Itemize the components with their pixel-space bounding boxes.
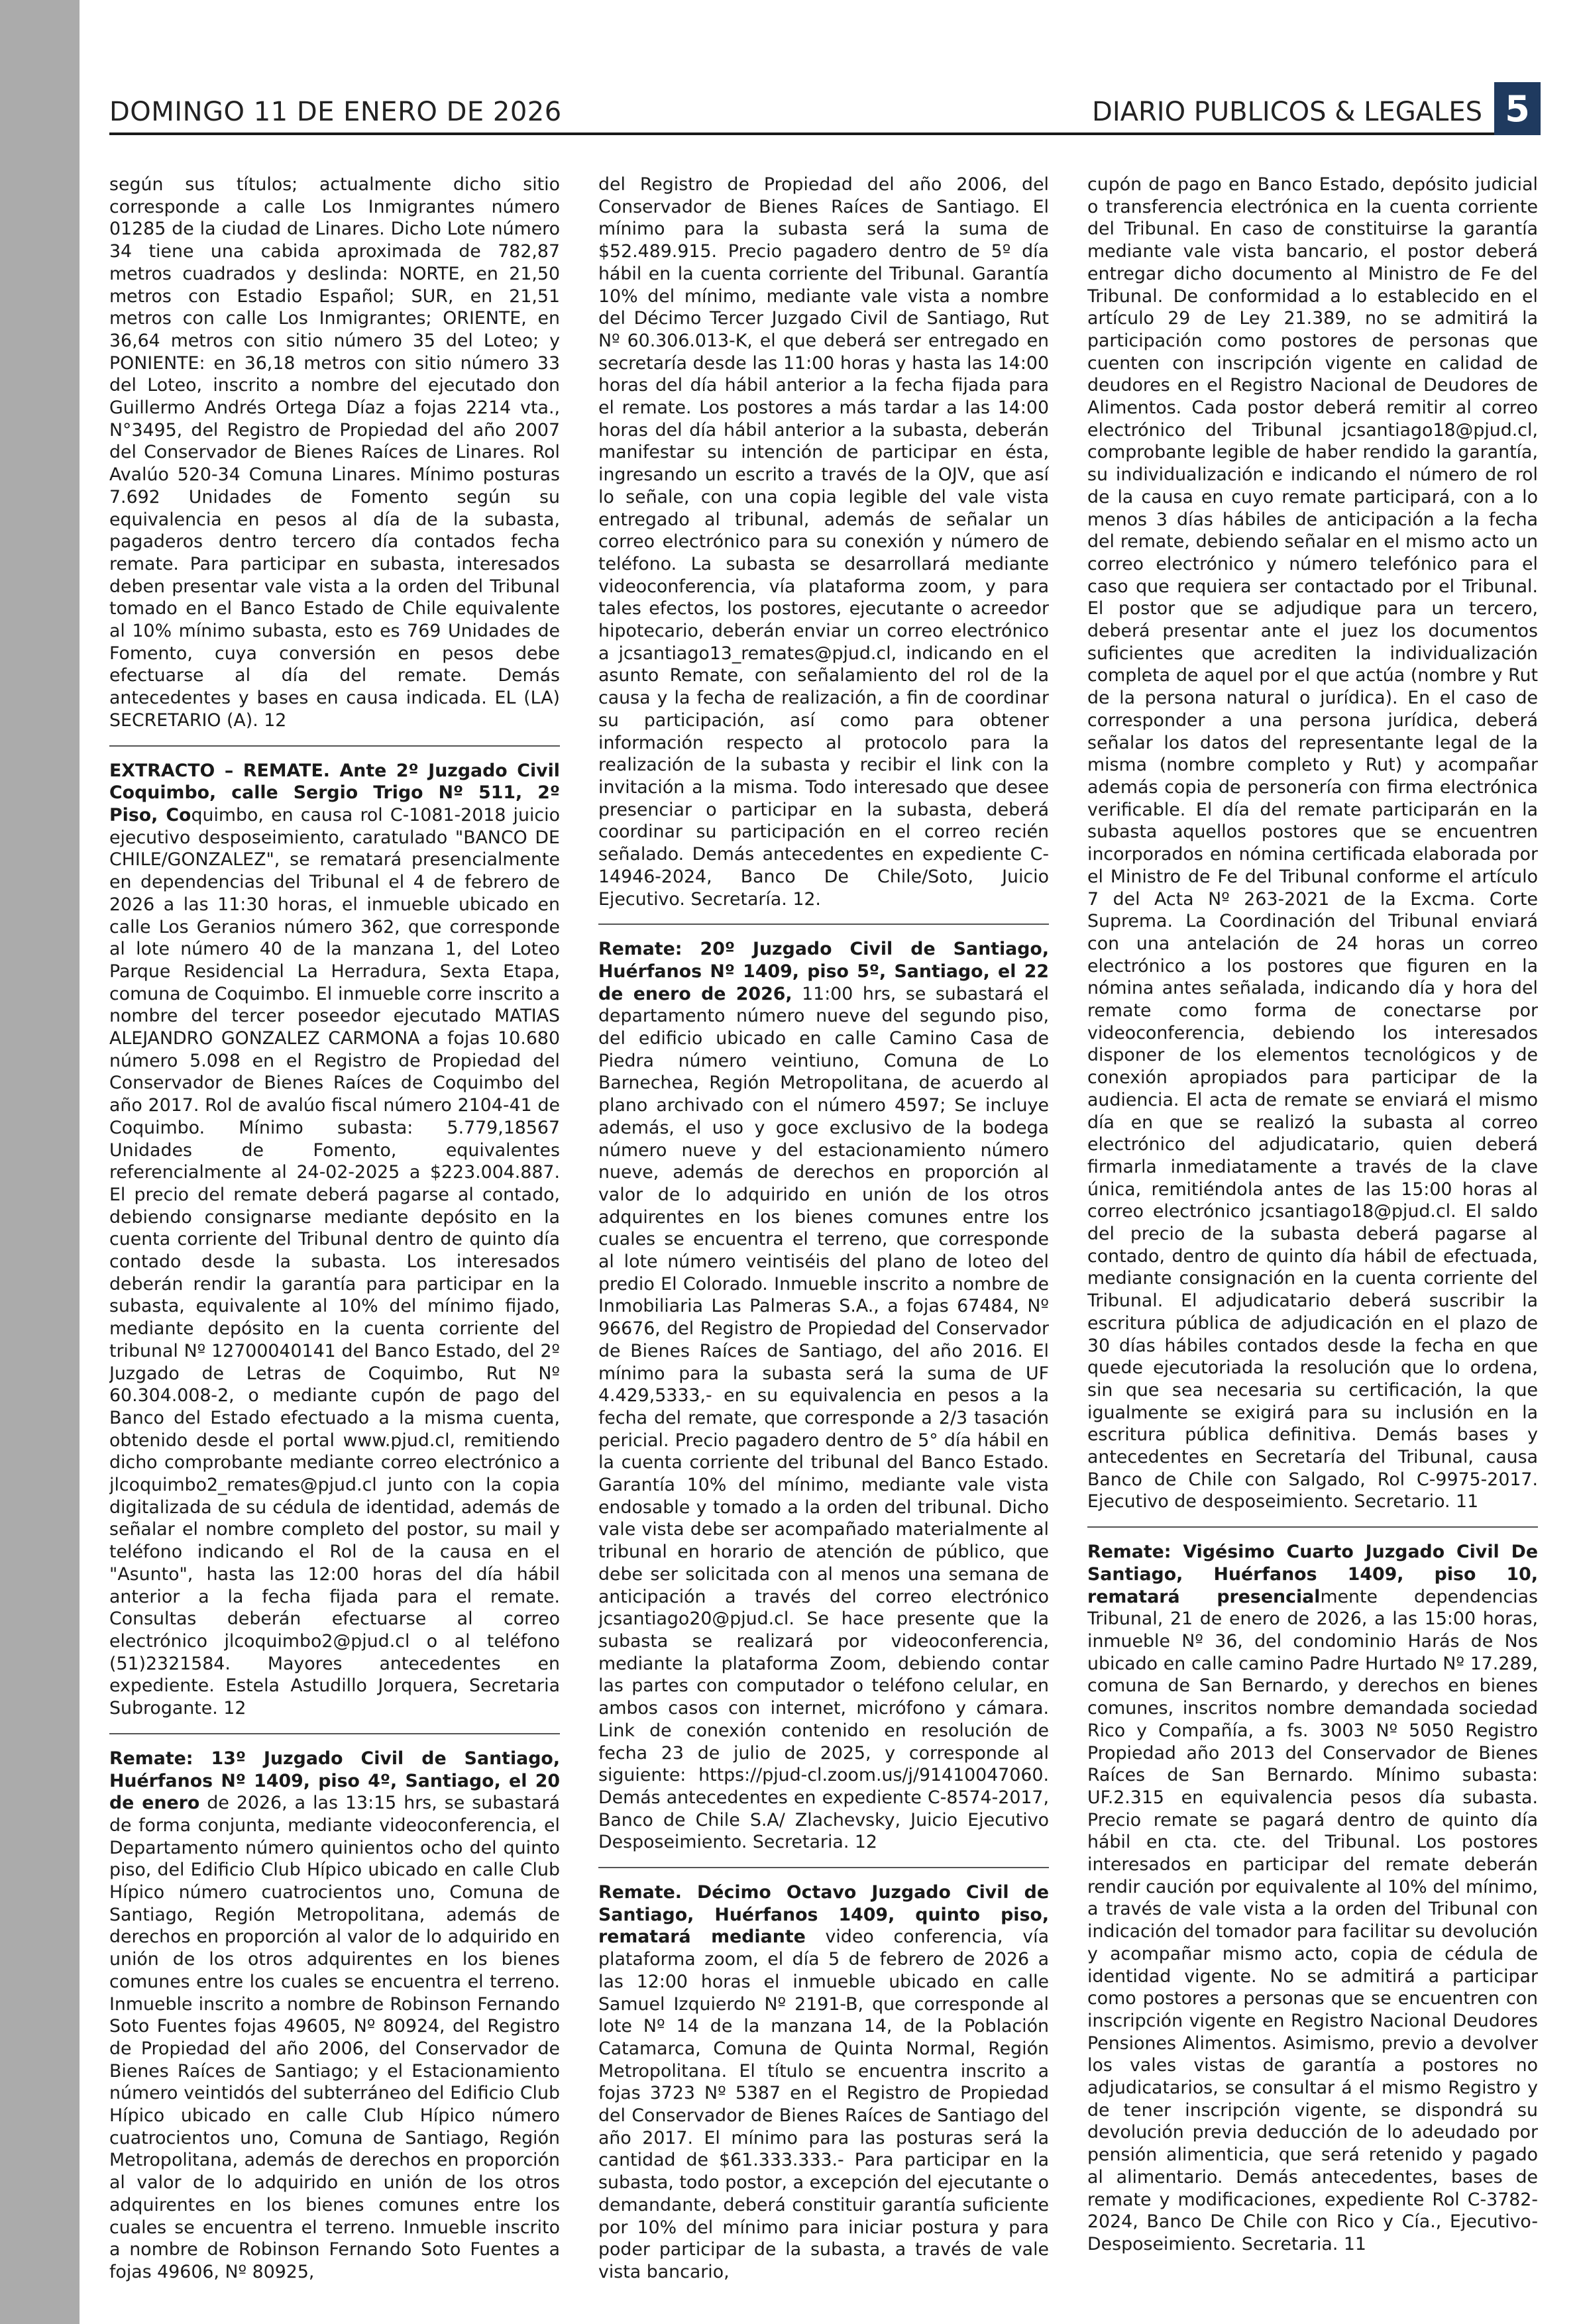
notice-body: de 2026, a las 13:15 hrs, se subastará de forma conjunta, mediante videoconferencia, el Departamento número quinientos ocho del quinto piso, del Edificio Club Hípico ubicado en calle Club Hípico número cuatrocientos uno, Comuna de Santiago, Región Metropolitana, además de derechos en proporción al valor de lo adquirido en unión de los otros adquirentes en los bienes comunes entre los cuales se encuentra el terreno. Inmueble inscrito a nombre de Robinson Fernando Soto Fuentes fojas 49605, Nº 80924, del Registro de Propiedad del año 2006, del Conservador de Bienes Raíces de Santiago; y el Estacionamiento número veintidós del subterráneo del Edificio Club Hípico ubicado en calle Club Hípico número cuatrocientos uno, Comuna de Santiago, Región Metropolitana, además de derechos en proporción al valor de lo adquirido en unión de los otros adquirentes en los bienes comunes entre los cuales se encuentra el terreno. Inmueble inscrito a nombre de Robinson Fernando Soto Fuentes a fojas 49606, Nº 80925, — [109, 1793, 560, 2282]
notice-divider — [109, 745, 560, 747]
notice-divider — [1087, 1526, 1538, 1528]
notice-body: cupón de pago en Banco Estado, depósito judicial o transferencia electrónica en la cuenta corriente del Tribunal. En caso de constituirse la garantía mediante vale vista bancario, el postor deberá entregar dicho documento al Ministro de Fe del Tribunal. De conformidad a lo establecido en el artículo 29 de Ley 21.389, no se admitirá la participación como postores de personas que cuenten con inscripción vigente en calidad de deudores en el Registro Nacional de Deudores de Alimentos. Cada postor deberá remitir al correo electrónico del Tribunal jcsantiago18@pjud.cl, comprobante legible de haber rendido la garantía, su individualización e indicando el número de rol de la causa en cuyo remate participará, con a lo menos 3 días hábiles de anticipación a la fecha del remate, debiendo señalar en el mismo acto un correo electrónico y número telefónico para el caso que requiera ser contactado por el Tribunal. El postor que se adjudique para un tercero, deberá presentar ante el juez los documentos suficientes que acrediten la individualización completa de aquel por el que actúa (nombre y Rut de la persona natural o jurídica). En el caso de corresponder a una persona jurídica, deberá señalar los datos del representante legal de la misma (nombre completo y Rut) y acompañar además copia de personería con firma electrónica verificable. El día del remate participarán en la subasta aquellos postores que se encuentren incorporados en nómina certificada elaborada por el Ministro de Fe del Tribunal conforme el artículo 7 del Acta Nº 263-2021 de la Excma. Corte Suprema. La Coordinación del Tribunal enviará con una antelación de 24 horas un correo electrónico a los postores que figuren en la nómina antes señalada, indicando día y hora del remate como forma de conectarse por videoconferencia, debiendo los interesados disponer de los elementos tecnológicos y de conexión apropiados para participar de la audiencia. El acta de remate se enviará el mismo día en que se realizó la subasta al correo electrónico del adjudicatario, quien deberá firmarla inmediatamente a través de la clave única, remitiéndola antes de las 15:00 horas al correo electrónico jcsantiago18@pjud.cl. El saldo del precio de la subasta deberá pagarse al contado, dentro de quinto día hábil de efectuada, mediante consignación en la cuenta corriente del Tribunal. El adjudicatario deberá suscribir la escritura pública de adjudicación en el plazo de 30 días hábiles contados desde la fecha en que quede ejecutoriada la resolución que lo ordena, sin que sea necesaria su certificación, la que igualmente se exigirá para su inclusión en la escritura pública definitiva. Demás bases y antecedentes en Secretaría del Tribunal, causa Banco de Chile con Salgado, Rol C-9975-2017. Ejecutivo de desposeimiento. Secretario. 11 — [1087, 174, 1538, 1512]
notice-heading: EXTRACTO – REMATE. Ante 2º Juzgado Civil Coquimbo, calle Sergio Trigo Nº 511, 2º Piso, Co — [109, 760, 560, 825]
column-2 — [598, 174, 1049, 2294]
notice-body: video conferencia, vía plataforma zoom, el día 5 de febrero de 2026 a las 12:00 horas el inmueble ubicado en calle Samuel Izquierdo Nº 2191-B, que corresponde al lote Nº 14 de la manzana 14, de la Población Catamarca, Comuna de Quinta Normal, Región Metropolitana. El título se encuentra inscrito a fojas 3723 Nº 5387 en el Registro de Propiedad del Conservador de Bienes Raíces de Santiago del año 2017. El mínimo para las posturas será la cantidad de $61.333.333.- Para participar en la subasta, todo postor, a excepción del ejecutante o demandante, deberá constituir garantía suficiente por 10% del mínimo para iniciar postura y para poder participar de la subasta, a través de vale vista bancario, — [598, 1927, 1049, 2282]
legal-notice — [1087, 174, 1538, 1513]
legal-notice — [109, 760, 560, 1720]
legal-notice — [598, 1881, 1049, 2284]
page-header — [109, 85, 1541, 135]
notice-divider — [598, 1867, 1049, 1868]
notice-body: mente dependencias Tribunal, 21 de enero de 2026, a las 15:00 horas, inmueble Nº 36, del condominio Harás de Nos ubicado en calle camino Padre Hurtado Nº 17.289, comuna de San Bernardo, y derechos en bienes comunes, inscritos nombre demandada sociedad Rico y Compañía, a fs. 3003 Nº 5050 Registro Propiedad año 2013 del Conservador de Bienes Raíces de San Bernardo. Mínimo subasta: UF.2.315 en equivalencia pesos día subasta. Precio remate se pagará dentro de quinto día hábil en cta. cte. del Tribunal. Los postores interesados en participar del remate deberán rendir caución por equivalente al 10% del mínimo, a través de vale vista a la orden del Tribunal con indicación del tomador para facilitar su devolución y acompañar mismo acto, copia de cédula de identidad vigente. No se admitirá a participar como postores a personas que se encuentren con inscripción vigente en Registro Nacional Deudores Pensiones Alimentos. Asimismo, previo a devolver los vales vistas de garantía a postores no adjudicatarios, se consultar á el mismo Registro y de tener inscripción vigente, se dispondrá su devolución previa deducción de lo adeudado por pensión alimenticia, que será retenido y pagado al alimentario. Demás antecedentes, bases de remate y modificaciones, expediente Rol C-3782-2024, Banco De Chile con Rico y Cía., Ejecutivo-Desposeimiento. Secretaria. 11 — [1087, 1586, 1538, 2254]
header-right — [1092, 82, 1541, 132]
column-3 — [1087, 174, 1538, 2294]
legal-notice — [109, 174, 560, 732]
notice-heading: Remate: 13º Juzgado Civil de Santiago, Huérfanos Nº 1409, piso 4º, Santiago, el 20 de enero — [109, 1748, 560, 1814]
notice-heading: Remate: Vigésimo Cuarto Juzgado Civil De Santiago, Huérfanos 1409, piso 10, rematará presencial — [1087, 1542, 1538, 1607]
notice-heading: Remate: 20º Juzgado Civil de Santiago, Huérfanos Nº 1409, piso 5º, Santiago, el 22 de enero de 2026, — [598, 939, 1049, 1004]
notice-body: del Registro de Propiedad del año 2006, del Conservador de Bienes Raíces de Santiago. El mínimo para la subasta será la suma de $52.489.915. Precio pagadero dentro de 5º día hábil en la cuenta corriente del Tribunal. Garantía 10% del mínimo, mediante vale vista a nombre del Décimo Tercer Juzgado Civil de Santiago, Rut Nº 60.306.013-K, el que deberá ser entregado en secretaría desde las 11:00 horas y hasta las 14:00 horas del día hábil anterior a la fecha fijada para el remate. Los postores a más tardar a las 14:00 horas del día hábil anterior a la subasta, deberán manifestar su intención de participar en ésta, ingresando un escrito a través de la OJV, que así lo señale, con una copia legible del vale vista entregado al tribunal, además de señalar un correo electrónico para su conexión y número de teléfono. La subasta se desarrollará mediante videoconferencia, vía plataforma zoom, y para tales efectos, los postores, ejecutante o acreedor hipotecario, deberán enviar un correo electrónico a jcsantiago13_remates@pjud.cl, indicando en el asunto Remate, con señalamiento del rol de la causa y la fecha de realización, a fin de coordinar su participación, así como para obtener información respecto al protocolo para la realización de la subasta y recibir el link con la invitación a la misma. Todo interesado que desee presenciar o participar en la subasta, deberá coordinar su participación en el correo recién señalado. Demás antecedentes en expediente C-14946-2024, Banco De Chile/Soto, Juicio Ejecutivo. Secretaría. 12. — [598, 174, 1049, 910]
header-date: DOMINGO 11 DE ENERO DE 2026 — [109, 97, 562, 127]
notice-body: según sus títulos; actualmente dicho sitio corresponde a calle Los Inmigrantes número 01285 de la ciudad de Linares. Dicho Lote número 34 tiene una cabida aproximada de 782,87 metros cuadrados y deslinda: NORTE, en 21,50 metros con Estadio Español; SUR, en 21,51 metros con calle Los Inmigrantes; ORIENTE, en 36,64 metros con sitio número 35 del Loteo; y PONIENTE: en 36,18 metros con sitio número 33 del Loteo, inscrito a nombre del ejecutado don Guillermo Andrés Ortega Díaz a fojas 2214 vta., N°3495, del Registro de Propiedad del año 2007 del Conservador de Bienes Raíces de Linares. Rol Avalúo 520-34 Comuna Linares. Mínimo posturas 7.692 Unidades de Fomento según su equivalencia en pesos al día de la subasta, pagaderos dentro tercero día contados fecha remate. Para participar en subasta, interesados deben presentar vale vista a la orden del Tribunal tomado en el Banco Estado de Chile equivalente al 10% mínimo subasta, esto es 769 Unidades de Fomento, cuya conversión en pesos debe efectuarse al día del remate. Demás antecedentes y bases en causa indicada. EL (LA) SECRETARIO (A). 12 — [109, 174, 560, 731]
page-number-badge: 5 — [1494, 82, 1541, 135]
legal-notice — [598, 174, 1049, 910]
legal-notice — [1087, 1541, 1538, 2256]
notice-body: quimbo, en causa rol C-1081-2018 juicio ejecutivo desposeimiento, caratulado "BANCO DE CHILE/GONZALEZ", se rematará presencialmente en dependencias del Tribunal el 4 de febrero de 2026 a las 11:30 horas, el inmueble ubicado en calle Los Geranios número 362, que corresponde al lote número 40 de la manzana 1, del Loteo Parque Residencial La Herradura, Sexta Etapa, comuna de Coquimbo. El inmueble corre inscrito a nombre del tercer poseedor ejecutado MATIAS ALEJANDRO GONZALEZ CARMONA a fojas 10.680 número 5.098 en el Registro de Propiedad del Conservador de Bienes Raíces de Coquimbo del año 2017. Rol de avalúo fiscal número 2104-41 de Coquimbo. Mínimo subasta: 5.779,18567 Unidades de Fomento, equivalentes referencialmente al 24-02-2025 a $223.004.887. El precio del remate deberá pagarse al contado, debiendo consignarse mediante depósito en la cuenta corriente del Tribunal dentro de quinto día contado desde la subasta. Los interesados deberán rendir la garantía para participar en la subasta, equivalente al 10% del mínimo fijado, mediante depósito en la cuenta corriente del tribunal Nº 12700040141 del Banco Estado, del 2º Juzgado de Letras de Coquimbo, Rut Nº 60.304.008-2, o mediante cupón de pago del Banco del Estado efectuado a la misma cuenta, obtenido desde el portal www.pjud.cl, remitiendo dicho comprobante mediante correo electrónico a jlcoquimbo2_remates@pjud.cl junto con la copia digitalizada de su cédula de identidad, además de señalar el nombre completo del postor, su mail y teléfono indicando el Rol de la causa en el "Asunto", hasta las 12:00 horas del día hábil anterior a la fecha fijada para el remate. Consultas deberán efectuarse al correo electrónico jlcoquimbo2@pjud.cl o al teléfono (51)2321584. Mayores antecedentes en expediente. Estela Astudillo Jorquera, Secretaria Subrogante. 12 — [109, 804, 560, 1719]
notice-heading: Remate. Décimo Octavo Juzgado Civil de Santiago, Huérfanos 1409, quinto piso, rematará mediante — [598, 1882, 1049, 1948]
legal-notice — [109, 1748, 560, 2284]
publication-name: DIARIO PUBLICOS & LEGALES — [1092, 97, 1482, 127]
notice-divider — [109, 1733, 560, 1734]
columns-container — [109, 174, 1560, 2294]
legal-notice — [598, 938, 1049, 1854]
notice-body: 11:00 hrs, se subastará el departamento número nueve del segundo piso, del edificio ubicado en calle Camino Casa de Piedra número veintiuno, Comuna de Lo Barnechea, Región Metropolitana, de acuerdo al plano archivado con el número 4597; Se incluye además, el uso y goce exclusivo de la bodega número nueve y del estacionamiento número nueve, además de derechos en proporción al valor de lo adquirido en unión de los otros adquirentes en los bienes comunes entre los cuales se encuentra el terreno, que corresponde al lote número veintiséis del plano de loteo del predio El Colorado. Inmueble inscrito a nombre de Inmobiliaria Las Palmeras S.A., a fojas 67484, Nº 96676, del Registro de Propiedad del Conservador de Bienes Raíces de Santiago, del año 2016. El mínimo para la subasta será la suma de UF 4.429,5333,- en su equivalencia en pesos a la fecha del remate, que corresponde a 2/3 tasación pericial. Precio pagadero dentro de 5° día hábil en la cuenta corriente del tribunal del Banco Estado. Garantía 10% del mínimo, mediante vale vista endosable y tomado a la orden del tribunal. Dicho vale vista debe ser acompañado materialmente al tribunal en horario de atención de público, que debe ser solicitada con al menos una semana de anticipación a través del correo electrónico jcsantiago20@pjud.cl. Se hace presente que la subasta se realizará por videoconferencia, mediante la plataforma Zoom, debiendo contar las partes con computador o teléfono celular, en ambos casos con internet, micrófono y cámara. Link de conexión contenido en resolución de fecha 23 de julio de 2025, y corresponde al siguiente: https://pjud-cl.zoom.us/j/91410047060. Demás antecedentes en expediente C-8574-2017, Banco de Chile S.A/ Zlachevsky, Juicio Ejecutivo Desposeimiento. Secretaria. 12 — [598, 983, 1049, 1853]
column-1 — [109, 174, 560, 2294]
notice-divider — [598, 924, 1049, 925]
